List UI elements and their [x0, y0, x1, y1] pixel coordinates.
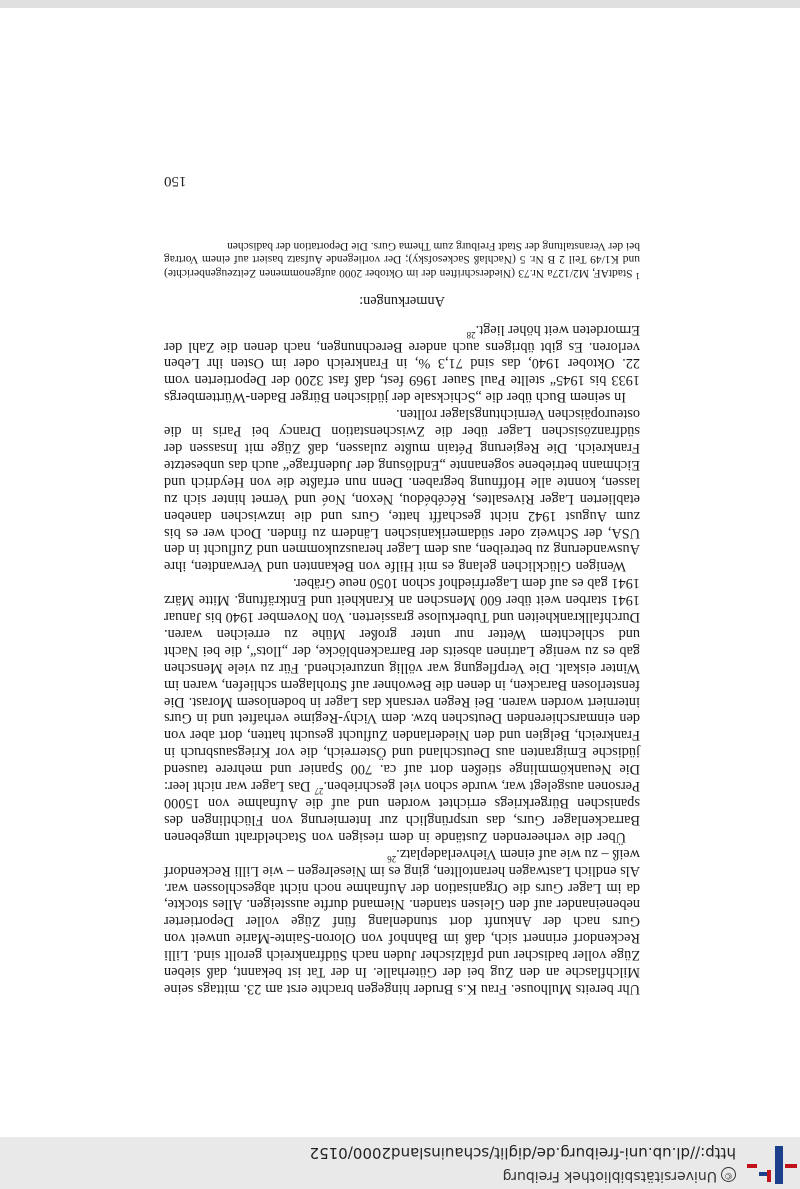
paragraph-2: Über die verheerenden Zustände in dem riesigen von Stacheldraht umgebenen Barrackenlager Gurs, das ursprünglich zur Internierung von Flüchtlingen des spanischen Bürgerkriegs errichtet worden und auf die Aufnahme von 15000 Personen ausgelegt war, wurde schon viel geschrieben.$^{27}$ Das Lager war nicht leer: Die Neuankömmlinge stießen dort auf ca. 700 Spanier und mehrere tausend jüdische Emigranten aus Deutschland und Österreich, die vor Kriegsausbruch in Frankreich, Belgien und den Niederlanden Zuflucht gesucht hatten, dort aber von den einmarschierenden Deutschen bzw. dem Vichy-Regime verhaftet und in Gurs interniert worden waren. Bei Regen versank das Lager in bodenlosem Morast. Die fensterlosen Baracken, in denen die Bewohner auf Strohlagern schliefen, waren im Winter eiskalt. Die Verpflegung war völlig unzureichend. Für zu viele Menschen gab es zu wenige Latrinen abseits der Barrackenblöcke, der „Ilots“, die bei Nacht und schlechtem Wetter nur unter großer Mühe zu erreichen waren. Durchfallkrankheiten und Tuberkulose grassierten. Von November 1940 bis Januar 1941 starben weit über 600 Menschen an Krankheit und Entkräftung. Mitte März 1941 gab es auf dem Lagerfriedhof schon 1050 neue Gräber.	[163, 575, 640, 845]
paragraph-4: In seinem Buch über die „Schicksale der jüdischen Bürger Baden-Württembergs 1933 bis 1945“ stellte Paul Sauer 1969 fest, daß fast 3200 der Deportierten vom 22. Oktober 1940, das sind 71,3 %, in Frankreich oder im Osten ihr Leben verloren. Es gibt übrigens auch andere Berechnungen, nach denen die Zahl der Ermordeten weit höher liegt.$^{28}$	[164, 321, 640, 406]
paragraph-1: Uhr bereits Mulhouse. Frau K.s Bruder hingegen brachte erst am 23. mittags seine Milchflasche an den Zug bei der Güterhalle. In der Tat ist bekannt, daß sieben Züge voller badischer und pfälzischer Juden nach Südfrankreich gerollt sind. Lilli Reckendorf erinnert sich, daß im Bahnhof von Oloron-Sainte-Marie unweit von Gurs nach der Ankunft dort stundenlang fünf Züge voller Deportierter nebeneinander auf den Gleisen standen. Niemand durfte aussteigen. Alles stockte, da im Lager Gurs die Organisation der Aufnahme noch nicht abgeschlossen war. Als endlich Lastwagen herantollten, ging es im Nieselregen – wie Lilli Reckendorf weiß – zu wie auf einem Viehverladeplatz.$^{26}$	[164, 845, 640, 997]
document-url[interactable]: http://dl.ub.uni-freiburg.de/diglit/schauinsland2000/0152	[309, 1144, 736, 1162]
page-number: 150	[164, 173, 187, 189]
footnote-mark: 1	[635, 270, 640, 281]
viewer-footer-band	[0, 0, 800, 8]
footnote-ref-27: 27	[314, 785, 324, 796]
university-logo-icon	[745, 1142, 797, 1186]
viewer-header	[0, 1137, 800, 1189]
document-page	[164, 238, 640, 997]
footnote-1: $^1$StadtAF, M2/127a Nr.73 (Niederschriften der im Oktober 2000 aufgenommenen Zeitzeugenberichte) und K1/49 Teil 2 B Nr. 5 (Nachlaß Sackesofsky); Der vorliegende Aufsatz basiert auf einem Vortrag bei der Veranstaltung der Stadt Freiburg zum Thema Gurs. Die Deportation der badischen	[164, 239, 640, 281]
footnote-ref-28: 28	[466, 329, 476, 340]
library-name: Universitätsbibliothek Freiburg	[502, 1168, 717, 1184]
paragraph-3: Wenigen Glücklichen gelang es mit Hilfe von Bekannten und Verwandten, ihre Auswanderung zu betreiben, aus dem Lager herauszukommen und Zuflucht in den USA, der Schweiz oder südamerikanischen Ländern zu finden. Doch wer es bis zum August 1942 nicht geschafft hatte, Gurs und die inzwischen daneben etablierten Lager Rivesaltes, Récébédou, Nexon, Noé und Vernet hinter sich zu lassen, konnte alle Hoffnung begraben. Denn nun erfaßte die von Heydrich und Eichmann betriebene sogenannte „Endlösung der Judenfrage“ auch das unbesetzte Frankreich. Die Regierung Pétain mußte zulassen, daß Züge mit Insassen der südfranzösischen Lager über die Zwischenstation Drancy bei Paris in die osteuropäischen Vernichtungslager rollten.	[164, 406, 640, 575]
copyright-icon: ©	[721, 1167, 736, 1182]
notes-heading: Anmerkungen:	[359, 292, 445, 309]
library-credit	[503, 1167, 736, 1184]
footnote-ref-26: 26	[387, 853, 397, 864]
